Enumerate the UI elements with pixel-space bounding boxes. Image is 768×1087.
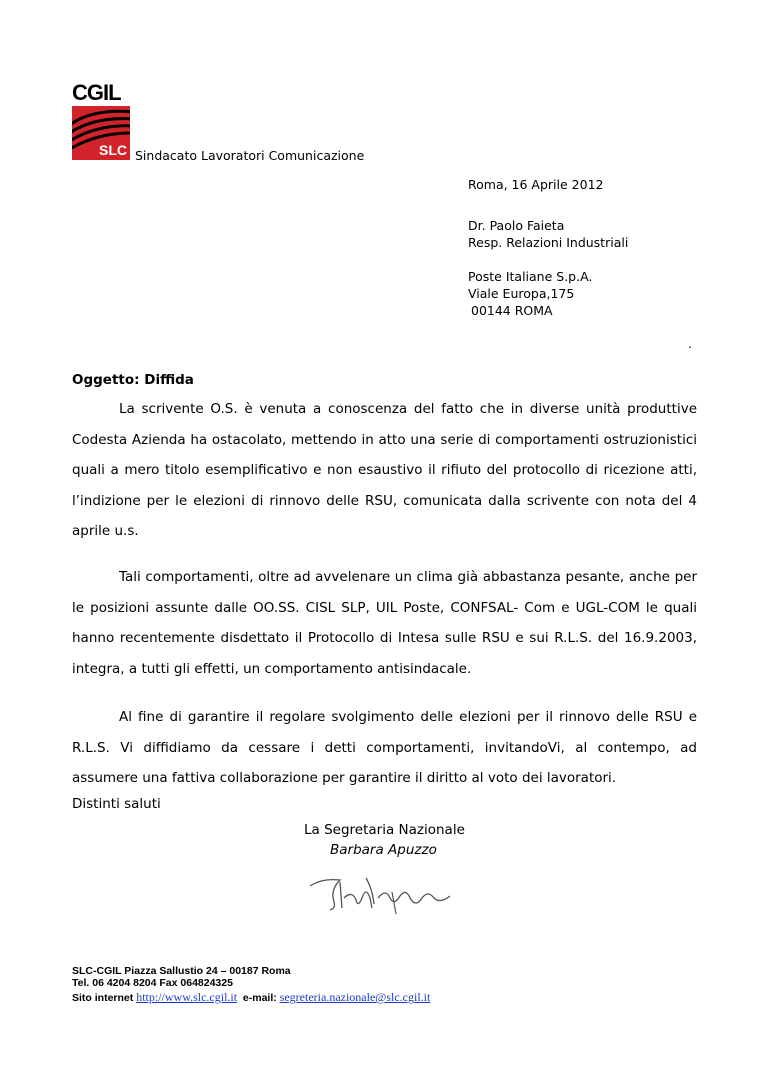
body-paragraph-3: Al fine di garantire il regolare svolgimento delle elezioni per il rinnovo delle RSU e R.L.S. Vi diffidiamo da cessare i detti comportamenti, invitandoVi, al contempo, ad assumere una fattiva collaborazione per garantire il diritto al voto dei lavoratori. xyxy=(72,709,697,786)
footer-phone: Tel. 06 4204 8204 Fax 064824325 xyxy=(72,977,233,989)
subject-line: Oggetto: Diffida xyxy=(72,372,194,388)
recipient-street: Viale Europa,175 xyxy=(468,286,575,301)
handwritten-signature xyxy=(300,868,470,918)
logo-red-block xyxy=(72,106,130,160)
footer-email-link[interactable]: segreteria.nazionale@slc.cgil.it xyxy=(279,990,431,1004)
cgil-slc-logo xyxy=(72,82,130,162)
signatory-title: La Segretaria Nazionale xyxy=(304,822,465,838)
footer-email-label: e-mail: xyxy=(242,992,277,1004)
recipient-company: Poste Italiane S.p.A. xyxy=(468,269,593,284)
logo-cgil-text: CGIL xyxy=(72,80,121,105)
date-line: Roma, 16 Aprile 2012 xyxy=(468,177,604,192)
recipient-name: Dr. Paolo Faieta xyxy=(468,218,565,233)
page-mark: . xyxy=(688,337,692,351)
footer-site-link[interactable]: http://www.slc.cgil.it xyxy=(136,990,238,1004)
body-paragraph-1: La scrivente O.S. è venuta a conoscenza del fatto che in diverse unità produttive Codesta Azienda ha ostacolato, mettendo in atto una serie di comportamenti ostruzionistici quali a mero titolo esemplificativo e non esaustivo il rifiuto del protocollo di ricezione atti, l’indizione per le elezioni di rinnovo delle RSU, comunicata dalla scrivente con nota del 4 aprile u.s. xyxy=(72,401,697,539)
recipient-city: 00144 ROMA xyxy=(471,303,553,318)
footer-site-label: Sito internet xyxy=(72,992,134,1004)
logo-slc-text: SLC xyxy=(99,142,127,158)
footer-address: SLC-CGIL Piazza Sallustio 24 – 00187 Roma xyxy=(72,965,291,977)
organization-name: Sindacato Lavoratori Comunicazione xyxy=(135,148,365,163)
closing-salutation: Distinti saluti xyxy=(72,796,161,812)
body-paragraph-2: Tali comportamenti, oltre ad avvelenare un clima già abbastanza pesante, anche per le posizioni assunte dalle OO.SS. CISL SLP, UIL Poste, CONFSAL- Com e UGL-COM le quali hanno recentemente disdettato il Protocollo di Intesa sulle RSU e sui R.L.S. del 16.9.2003, integra, a tutti gli effetti, un comportamento antisindacale. xyxy=(72,569,697,677)
recipient-role: Resp. Relazioni Industriali xyxy=(468,235,629,250)
footer-contacts xyxy=(72,990,430,1005)
signatory-name: Barbara Apuzzo xyxy=(330,842,437,858)
